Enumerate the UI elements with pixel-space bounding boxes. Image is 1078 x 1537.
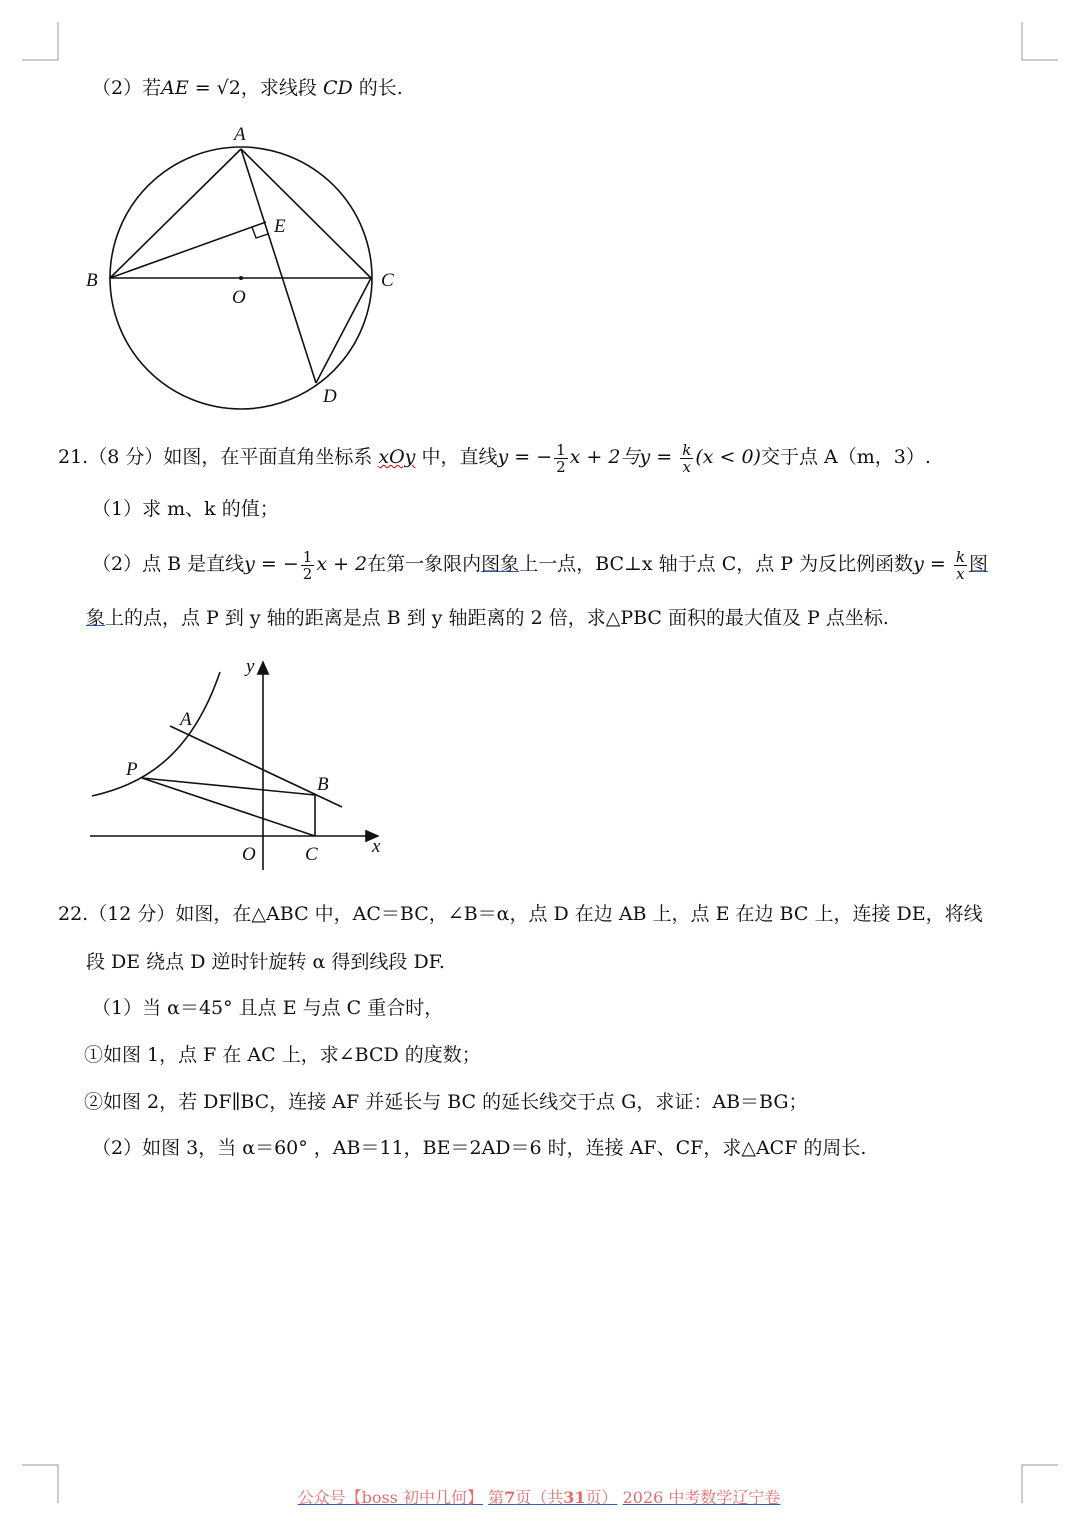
label-b: B [317, 774, 329, 795]
footer-page-num: 7 [504, 1488, 516, 1507]
label-b: B [86, 270, 98, 291]
q21-part2-b: 在第一象限内 [367, 553, 482, 575]
q22-line2: 段 DE 绕点 D 逆时针旋转 α 得到线段 DF. [86, 951, 445, 973]
q21-eq1-pre: y = − [497, 446, 553, 468]
footer-page-mid: 页（共 [515, 1488, 564, 1507]
q21-link-tuxiang[interactable]: 图象 [481, 553, 520, 575]
q22-sub2: ②如图 2，若 DF∥BC，连接 AF 并延长与 BC 的延长线交于点 G，求证：AB＝BG； [84, 1091, 808, 1113]
q21-part2-line2-text: 上的点，点 P 到 y 轴的距离是点 B 到 y 轴距离的 2 倍，求△PBC 面积的最大值及 P 点坐标. [105, 607, 889, 629]
fraction-one-half-2 [301, 549, 315, 582]
footer-left: 公众号【boss 初中几何】 [297, 1488, 483, 1507]
fraction-k-over-x-2 [954, 549, 967, 582]
q21-coord-system: xOy [378, 446, 416, 468]
q22-line1: 22.（12 分）如图，在△ABC 中，AC＝BC，∠B＝α，点 D 在边 AB 上，点 E 在边 BC 上，连接 DE，将线 [58, 903, 983, 925]
q21-link-xiang[interactable]: 象 [86, 607, 106, 629]
q21-part2-line2 [86, 606, 889, 630]
q21-eq2-pre: y = [639, 446, 679, 468]
frac-num: 1 [302, 547, 313, 566]
q21-number: 21.（8 分）如图，在平面直角坐标系 [58, 446, 379, 468]
label-c: C [381, 270, 394, 291]
q21-part1: （1）求 m、k 的值； [92, 498, 279, 520]
segment-ab [110, 149, 241, 278]
label-o: O [242, 844, 256, 865]
hyperbola-branch [92, 672, 220, 796]
q21-tail: 交于点 A（m，3）. [760, 446, 931, 468]
q20-part2 [92, 76, 403, 100]
q20-part2-seg: CD [322, 77, 353, 99]
q21-link-tu[interactable]: 图 [968, 553, 988, 575]
q21-part2-eq-post: x + 2 [316, 553, 368, 575]
frac-den: 2 [302, 564, 313, 583]
crop-mark-top-left [0, 0, 80, 80]
q20-part2-cond-eq: = √2 [188, 77, 241, 99]
label-d: D [323, 386, 337, 407]
label-o: O [232, 287, 246, 308]
segment-cd [316, 278, 371, 383]
figure-coordinate-plane [80, 650, 400, 875]
fraction-k-over-x [680, 442, 693, 475]
frac-den: x [682, 457, 691, 476]
q22-part2: （2）如图 3，当 α＝60° ，AB＝11，BE＝2AD＝6 时，连接 AF、CF，求△ACF 的周长. [92, 1137, 867, 1159]
q21-stem [58, 440, 931, 474]
label-x: x [372, 836, 381, 857]
frac-num: k [682, 440, 692, 459]
page-footer [0, 1485, 1078, 1508]
q21-eq1-post: x + 2与 [569, 446, 640, 468]
label-p: P [126, 759, 138, 780]
q20-part2-suffix: 的长. [352, 77, 403, 99]
q21-mid: 中，直线 [415, 446, 498, 468]
q22-sub1: ①如图 1，点 F 在 AC 上，求∠BCD 的度数； [84, 1044, 481, 1066]
fraction-one-half [554, 442, 568, 475]
q21-part2-eq3-pre: y = [913, 553, 952, 575]
center-dot [239, 276, 243, 280]
label-y: y [246, 656, 255, 677]
q20-part2-cond-lhs: AE [161, 77, 189, 99]
label-a: A [234, 124, 246, 145]
label-a: A [180, 709, 192, 730]
frac-den: x [956, 564, 965, 583]
segment-be [110, 222, 266, 278]
q21-eq2-post: (x < 0) [695, 446, 761, 468]
q21-part2 [92, 547, 988, 581]
right-angle-mark [252, 227, 268, 238]
q20-part2-prefix: （2）若 [92, 77, 162, 99]
q21-part2-a: （2）点 B 是直线 [92, 553, 245, 575]
q21-part2-c: 上一点，BC⊥x 轴于点 C，点 P 为反比例函数 [519, 553, 914, 575]
footer-page-post: 页） [585, 1488, 618, 1507]
q22-part1: （1）当 α＝45° 且点 E 与点 C 重合时， [92, 997, 444, 1019]
frac-den: 2 [556, 457, 566, 476]
segment-ad [241, 149, 316, 383]
segment-ac [241, 149, 371, 278]
footer-page-total: 31 [563, 1488, 586, 1507]
footer-page [488, 1488, 617, 1507]
label-c: C [305, 844, 318, 865]
crop-mark-top-right [1000, 0, 1078, 80]
q20-part2-mid: ，求线段 [240, 77, 323, 99]
footer-page-pre: 第 [488, 1488, 505, 1507]
frac-num: 1 [556, 440, 566, 459]
figure-circle-abcd [80, 118, 410, 418]
label-e: E [274, 216, 286, 237]
q21-part2-eq-pre: y = − [244, 553, 299, 575]
footer-right: 2026 中考数学辽宁卷 [622, 1488, 781, 1507]
frac-num: k [955, 547, 965, 566]
